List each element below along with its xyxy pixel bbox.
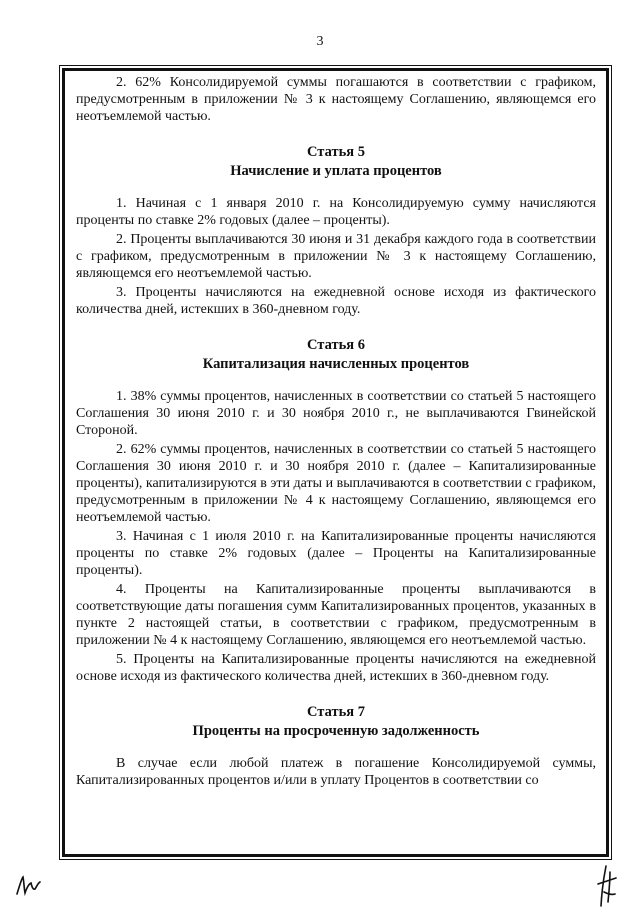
page-number: 3	[316, 34, 324, 49]
paragraph: 3. Проценты начисляются на ежедневной основе исходя из фактического количества дней, истекших в 360-дневном году.	[76, 285, 596, 317]
initials-mark-left	[14, 874, 42, 898]
article-number: Статья 5	[307, 144, 365, 160]
article-heading	[76, 703, 596, 741]
paragraph: 1. Начиная с 1 января 2010 г. на Консолидируемую сумму начисляются проценты по ставке 2% годовых (далее – проценты).	[76, 196, 596, 228]
article-title: Начисление и уплата процентов	[230, 163, 442, 179]
article-heading	[76, 336, 596, 374]
paragraph: В случае если любой платеж в погашение Консолидируемой суммы, Капитализированных процентов и/или в уплату Процентов в соответствии со	[76, 756, 596, 788]
document-body	[76, 74, 596, 789]
article-number: Статья 6	[307, 337, 365, 353]
article-title: Капитализация начисленных процентов	[202, 356, 470, 372]
paragraph: 4. Проценты на Капитализированные проценты выплачиваются в соответствующие даты погашения сумм Капитализированных процентов, указанных в пункте 2 настоящей статьи, в соответствии с графиком, предусмотренным в приложении № 4 к настоящему Соглашению, являющемся его неотъемлемой частью.	[76, 582, 596, 648]
initials-mark-right	[592, 862, 622, 912]
article-heading	[76, 143, 596, 181]
article-number: Статья 7	[307, 704, 365, 720]
paragraph: 2. Проценты выплачиваются 30 июня и 31 декабря каждого года в соответствии с графиком, предусмотренным в приложении № 3 к настоящему Соглашению, являющемся его неотъемлемой частью.	[76, 232, 596, 281]
paragraph: 2. 62% Консолидируемой суммы погашаются в соответствии с графиком, предусмотренным в приложении № 3 к настоящему Соглашению, являющемся его неотъемлемой частью.	[76, 75, 596, 124]
paragraph: 2. 62% суммы процентов, начисленных в соответствии со статьей 5 настоящего Соглашения 30 июня 2010 г. и 30 ноября 2010 г. (далее – Капитализированные проценты), капитализируются в эти даты и выплачиваются в соответствии с графиком, предусмотренным в приложении № 4 к настоящему Соглашению, являющемся его неотъемлемой частью.	[76, 442, 596, 525]
paragraph: 1. 38% суммы процентов, начисленных в соответствии со статьей 5 настоящего Соглашения 30 июня 2010 г. и 30 ноября 2010 г., не выплачиваются Гвинейской Стороной.	[76, 389, 596, 438]
article-title: Проценты на просроченную задолженность	[192, 723, 480, 739]
paragraph: 5. Проценты на Капитализированные проценты начисляются на ежедневной основе исходя из фактического количества дней, истекших в 360-дневном году.	[76, 652, 596, 684]
paragraph: 3. Начиная с 1 июля 2010 г. на Капитализированные проценты начисляются проценты по ставке 2% годовых (далее – Проценты на Капитализированные проценты).	[76, 529, 596, 578]
